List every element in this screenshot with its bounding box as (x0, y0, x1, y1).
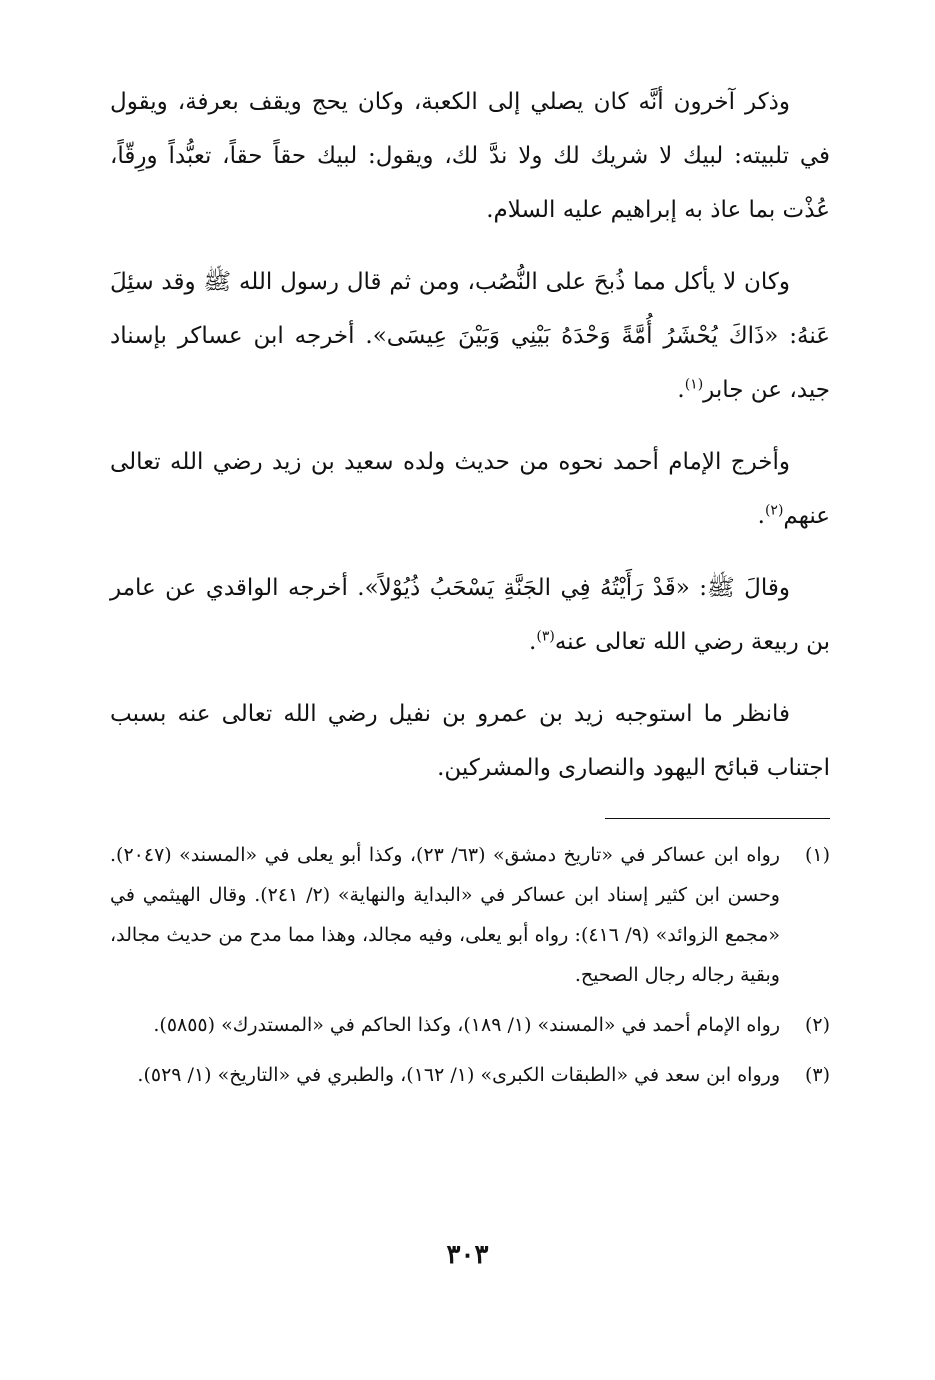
page-number: ٣٠٣ (446, 1240, 489, 1270)
paragraph-1: وذكر آخرون أنَّه كان يصلي إلى الكعبة، وكان يحج ويقف بعرفة، ويقول في تلبيته: لبيك لا شريك لك ولا ندَّ لك، ويقول: لبيك حقاً حقاً، تعبُّداً ورِقّاً، عُذْت بما عاذ به إبراهيم عليه السلام. (110, 89, 830, 223)
main-text (110, 75, 830, 813)
footnote-text: ورواه ابن سعد في «الطبقات الكبرى» (١/ ١٦٢)، والطبري في «التاريخ» (١/ ٥٢٩). (137, 1064, 780, 1086)
footnote-1 (110, 835, 830, 995)
paragraph-4-text: وقالَ ﷺ: «قَدْ رَأَيْتُهُ فِي الجَنَّةِ يَسْحَبُ ذُيُوْلاً». أخرجه الواقدي عن عامر بن ربيعة رضي الله تعالى عنه (110, 575, 830, 655)
footnote-number: (٣) (804, 1064, 830, 1086)
paragraph-4 (110, 561, 830, 669)
footnote-divider (605, 818, 830, 819)
paragraph-4-end: . (529, 629, 537, 655)
footnote-ref-2[interactable]: (٢) (764, 502, 784, 519)
paragraph-2 (110, 255, 830, 417)
footnote-text: رواه ابن عساكر في «تاريخ دمشق» (٦٣/ ٢٣)، وكذا أبو يعلى في «المسند» (٢٠٤٧). وحسن ابن كثير إسناد ابن عساكر في «البداية والنهاية» (٢/ ٢٤١). وقال الهيثمي في «مجمع الزوائد» (٩/ ٤١٦): رواه أبو يعلى، وفيه مجالد، وهذا مما مدح من حديث مجالد، وبقية رجاله رجال الصحيح. (110, 844, 780, 986)
footnote-3 (110, 1055, 830, 1095)
footnotes (110, 835, 830, 1105)
paragraph-3-text: وأخرج الإمام أحمد نحوه من حديث ولده سعيد بن زيد رضي الله تعالى عنهم (110, 449, 830, 529)
footnote-number: (١) (804, 844, 830, 866)
paragraph-2-end: . (677, 377, 685, 403)
footnote-text: رواه الإمام أحمد في «المسند» (١/ ١٨٩)، وكذا الحاكم في «المستدرك» (٥٨٥٥). (153, 1014, 780, 1036)
footnote-2 (110, 1005, 830, 1045)
footnote-ref-1[interactable]: (١) (684, 376, 704, 393)
paragraph-5: فانظر ما استوجبه زيد بن عمرو بن نفيل رضي الله تعالى عنه بسبب اجتناب قبائح اليهود والنصارى والمشركين. (110, 701, 830, 781)
paragraph-2-text: وكان لا يأكل مما ذُبحَ على النُّصُب، ومن ثم قال رسول الله ﷺ وقد سئِلَ عَنهُ: «ذَاكَ يُحْشَرُ أُمَّةً وَحْدَهُ بَيْنِي وَبَيْنَ عِيسَى». أخرجه ابن عساكر بإسناد جيد، عن جابر (110, 269, 830, 403)
paragraph-3 (110, 435, 830, 543)
footnote-ref-3[interactable]: (٣) (536, 628, 555, 645)
footnote-number: (٢) (804, 1014, 830, 1036)
paragraph-3-end: . (757, 503, 765, 529)
